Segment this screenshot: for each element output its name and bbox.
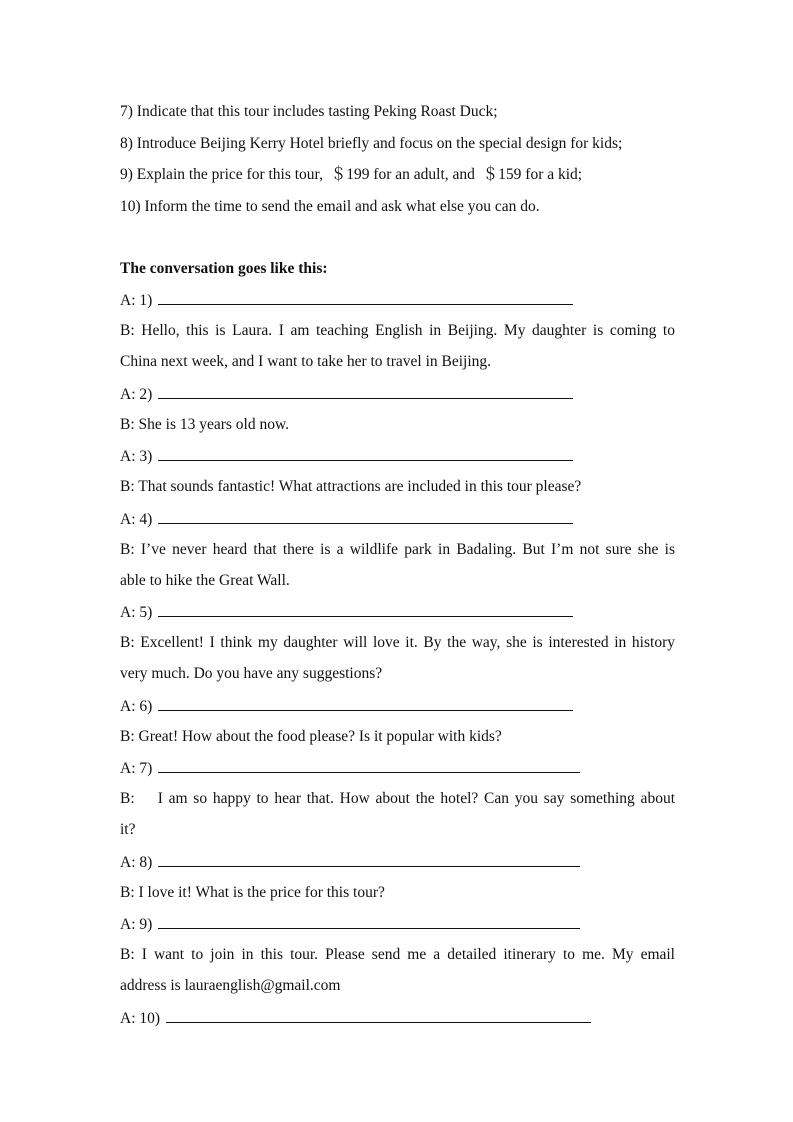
answer-label-10: A: 10) (120, 1010, 161, 1027)
task-7: 7) Indicate that this tour includes tasting Peking Roast Duck; (120, 103, 498, 120)
answer-blank-1[interactable] (158, 290, 573, 305)
speaker-b-line-7b: it? (120, 821, 136, 838)
speaker-b-line-1a: B: Hello, this is Laura. I am teaching English in Beijing. My daughter is coming to (120, 322, 675, 339)
answer-blank-2[interactable] (158, 384, 573, 399)
answer-label-8: A: 8) (120, 854, 153, 871)
answer-label-4: A: 4) (120, 511, 153, 528)
speaker-b-line-3: B: That sounds fantastic! What attractions are included in this tour please? (120, 478, 582, 495)
speaker-b-line-6: B: Great! How about the food please? Is it popular with kids? (120, 728, 502, 745)
speaker-b-line-4b: able to hike the Great Wall. (120, 572, 290, 589)
conversation-heading: The conversation goes like this: (120, 260, 328, 277)
answer-label-5: A: 5) (120, 604, 153, 621)
answer-line-6 (120, 696, 675, 717)
answer-line-8 (120, 852, 675, 873)
speaker-b-line-5a: B: Excellent! I think my daughter will love it. By the way, she is interested in history (120, 634, 675, 651)
speaker-b-line-9a: B: I want to join in this tour. Please send me a detailed itinerary to me. My email (120, 946, 675, 963)
answer-line-1 (120, 290, 675, 311)
answer-line-10 (120, 1008, 675, 1029)
speaker-b-line-4a: B: I’ve never heard that there is a wildlife park in Badaling. But I’m not sure she is (120, 541, 675, 558)
answer-blank-7[interactable] (158, 758, 580, 773)
speaker-b-line-2: B: She is 13 years old now. (120, 416, 290, 433)
speaker-b-line-1b: China next week, and I want to take her to travel in Beijing. (120, 353, 492, 370)
answer-line-9 (120, 914, 675, 935)
answer-line-2 (120, 384, 675, 405)
answer-label-6: A: 6) (120, 698, 153, 715)
speaker-b-line-9b: address is lauraenglish@gmail.com (120, 977, 341, 994)
answer-label-7: A: 7) (120, 760, 153, 777)
task-10: 10) Inform the time to send the email and ask what else you can do. (120, 198, 540, 215)
answer-blank-3[interactable] (158, 446, 573, 461)
answer-blank-6[interactable] (158, 696, 573, 711)
speaker-b-line-7a: B: I am so happy to hear that. How about the hotel? Can you say something about (120, 790, 675, 807)
answer-line-5 (120, 602, 675, 623)
answer-label-1: A: 1) (120, 292, 153, 309)
speaker-b-line-8: B: I love it! What is the price for this tour? (120, 884, 385, 901)
answer-blank-5[interactable] (158, 602, 573, 617)
answer-line-3 (120, 446, 675, 467)
answer-blank-10[interactable] (166, 1008, 591, 1023)
answer-label-2: A: 2) (120, 386, 153, 403)
answer-line-7 (120, 758, 675, 779)
answer-line-4 (120, 509, 675, 530)
speaker-b-line-5b: very much. Do you have any suggestions? (120, 665, 383, 682)
answer-label-3: A: 3) (120, 448, 153, 465)
answer-blank-4[interactable] (158, 509, 573, 524)
answer-label-9: A: 9) (120, 916, 153, 933)
answer-blank-8[interactable] (158, 852, 580, 867)
task-9: 9) Explain the price for this tour, ＄199 for an adult, and ＄159 for a kid; (120, 166, 583, 183)
task-8: 8) Introduce Beijing Kerry Hotel briefly and focus on the special design for kids; (120, 135, 623, 152)
answer-blank-9[interactable] (158, 914, 580, 929)
